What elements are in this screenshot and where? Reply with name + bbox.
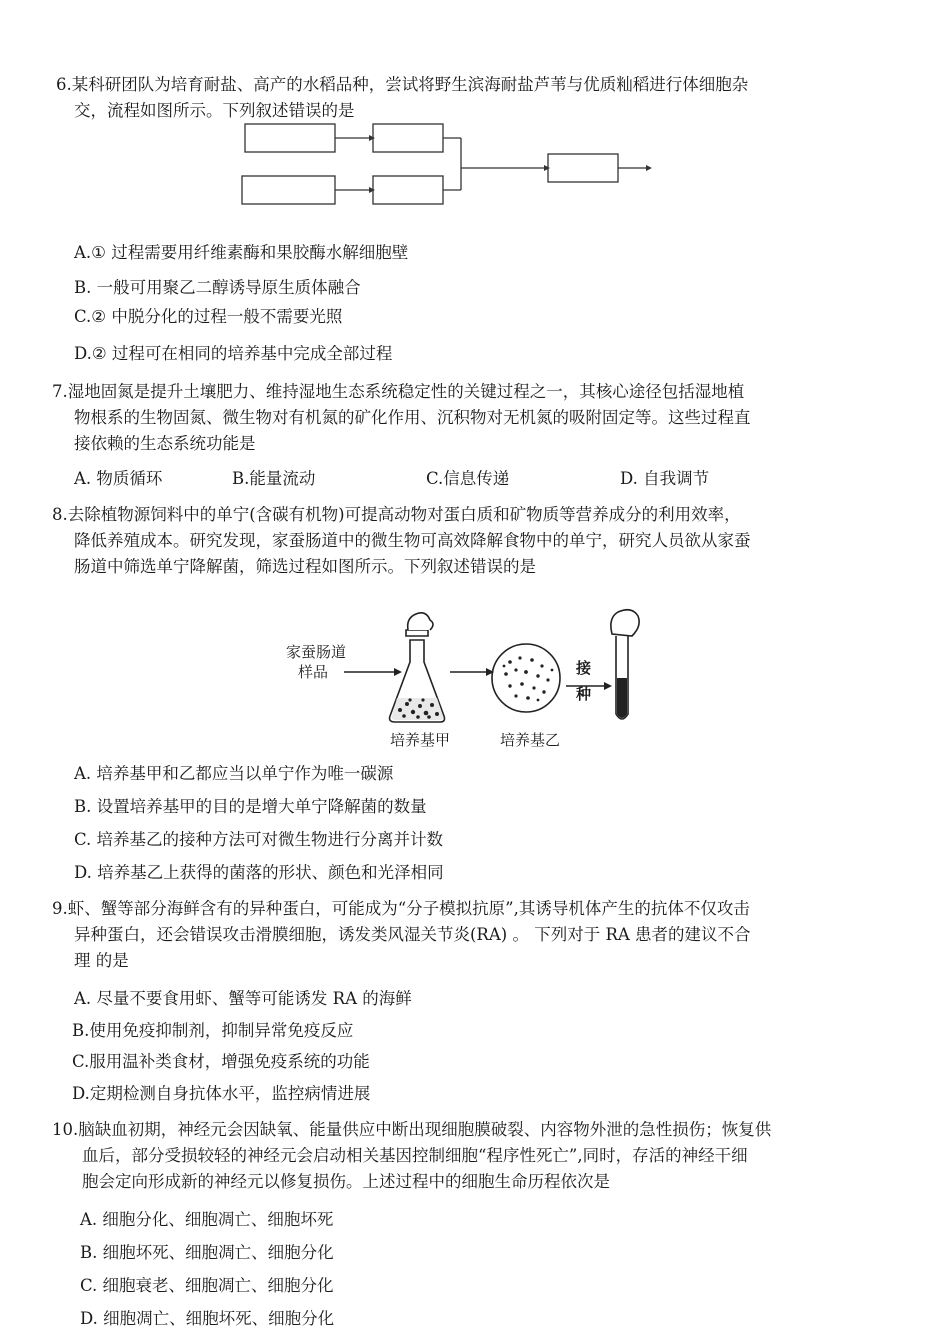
q10-stem-line3: 胞会定向形成新的神经元以修复损伤。上述过程中的细胞生命历程依次是: [82, 1172, 610, 1191]
q6-box-bottom-mid: [373, 176, 443, 204]
q9-stem-line2: 异种蛋白，还会错误攻击滑膜细胞，诱发类风湿关节炎(RA) 。 下列对于 RA 患者的建议不合: [74, 925, 751, 944]
q10-option-d: D. 细胞凋亡、细胞坏死、细胞分化: [80, 1309, 335, 1328]
q6-box-bottom-left: [242, 176, 335, 204]
q6-arrow-head: [369, 135, 375, 141]
q8-arrow-head: [604, 682, 612, 690]
q8-option-a: A. 培养基甲和乙都应当以单宁作为唯一碳源: [74, 764, 394, 783]
q8-stem-line3: 肠道中筛选单宁降解菌，筛选过程如图所示。下列叙述错误的是: [74, 557, 536, 576]
q7-stem-line2: 物根系的生物固氮、微生物对有机氮的矿化作用、沉积物对无机氮的吸附固定等。这些过程直: [74, 408, 751, 427]
q6-flow-diagram: [236, 118, 716, 218]
q6-option-b: B. 一般可用聚乙二醇诱导原生质体融合: [74, 278, 361, 297]
q8-petri-dish-icon: [492, 644, 560, 712]
q6-stem-line2: 交，流程如图所示。下列叙述错误的是: [74, 101, 355, 120]
q6-arrow-head: [646, 165, 652, 171]
q6-option-a: A.① 过程需要用纤维素酶和果胶酶水解细胞壁: [74, 243, 409, 262]
q9-stem-line3: 理 的是: [74, 951, 129, 970]
q10-option-c: C. 细胞衰老、细胞凋亡、细胞分化: [80, 1276, 334, 1295]
q10-option-a: A. 细胞分化、细胞凋亡、细胞坏死: [80, 1210, 334, 1229]
q8-sample-label-2: 样品: [298, 663, 329, 681]
q10-option-b: B. 细胞坏死、细胞凋亡、细胞分化: [80, 1243, 334, 1262]
q6-box-right: [548, 154, 618, 182]
q6-box-top-left: [245, 124, 335, 152]
q8-medium-b-label: 培养基乙: [500, 731, 561, 749]
q8-arrow-head: [394, 668, 402, 676]
q10-stem-line1: 10.脑缺血初期，神经元会因缺氧、能量供应中断出现细胞膜破裂、内容物外泄的急性损伤；恢复供: [52, 1120, 772, 1139]
q8-stem-line2: 降低养殖成本。研究发现，家蚕肠道中的微生物可高效降解食物中的单宁，研究人员欲从家蚕: [74, 531, 751, 550]
q6-option-c: C.② 中脱分化的过程一般不需要光照: [74, 307, 343, 326]
q7-stem-line3: 接依赖的生态系统功能是: [74, 434, 256, 453]
q8-option-b: B. 设置培养基甲的目的是增大单宁降解菌的数量: [74, 797, 427, 816]
q6-option-d: D.② 过程可在相同的培养基中完成全部过程: [74, 344, 393, 363]
q6-arrow-head: [369, 187, 375, 193]
q9-option-b: B.使用免疫抑制剂，抑制异常免疫反应: [72, 1021, 354, 1040]
q8-inoculate-label-1: 接: [576, 659, 592, 677]
q7-option-b: B.能量流动: [232, 469, 316, 488]
q9-option-c: C.服用温补类食材，增强免疫系统的功能: [72, 1052, 370, 1071]
q8-tube-medium: [617, 678, 627, 718]
q8-diagram-art: [260, 600, 680, 760]
q8-medium-a-label: 培养基甲: [390, 731, 451, 749]
q7-stem-line1: 7.湿地固氮是提升土壤肥力、维持湿地生态系统稳定性的关键过程之一，其核心途径包括湿地植: [52, 382, 745, 401]
q8-option-d: D. 培养基乙上获得的菌落的形状、颜色和光泽相同: [74, 863, 444, 882]
q8-stem-line1: 8.去除植物源饲料中的单宁(含碳有机物)可提高动物对蛋白质和矿物质等营养成分的利用效率，: [52, 505, 741, 524]
q7-option-a: A. 物质循环: [74, 469, 163, 488]
q8-diagram: [260, 600, 680, 760]
q8-option-c: C. 培养基乙的接种方法可对微生物进行分离并计数: [74, 830, 444, 849]
q8-colonies: [503, 656, 554, 701]
q8-flask-liquid: [392, 698, 443, 720]
q10-stem-line2: 血后，部分受损较轻的神经元会启动相关基因控制细胞“程序性死亡”,同时，存活的神经干细: [82, 1146, 748, 1165]
q9-stem-line1: 9.虾、蟹等部分海鲜含有的异种蛋白，可能成为“分子模拟抗原”,其诱导机体产生的抗体不仅攻击: [52, 899, 750, 918]
q6-arrow-head: [544, 165, 550, 171]
q9-option-a: A. 尽量不要食用虾、蟹等可能诱发 RA 的海鲜: [74, 989, 412, 1008]
q7-option-c: C.信息传递: [426, 469, 510, 488]
q7-option-d: D. 自我调节: [620, 469, 710, 488]
q8-inoculate-label-2: 种: [576, 685, 592, 703]
q6-stem-line1: 6.某科研团队为培育耐盐、高产的水稻品种，尝试将野生滨海耐盐芦苇与优质籼稻进行体细胞杂: [56, 75, 749, 94]
q8-sample-label-1: 家蚕肠道: [286, 643, 347, 661]
q9-option-d: D.定期检测自身抗体水平，监控病情进展: [72, 1084, 371, 1103]
q6-box-top-mid: [373, 124, 443, 152]
